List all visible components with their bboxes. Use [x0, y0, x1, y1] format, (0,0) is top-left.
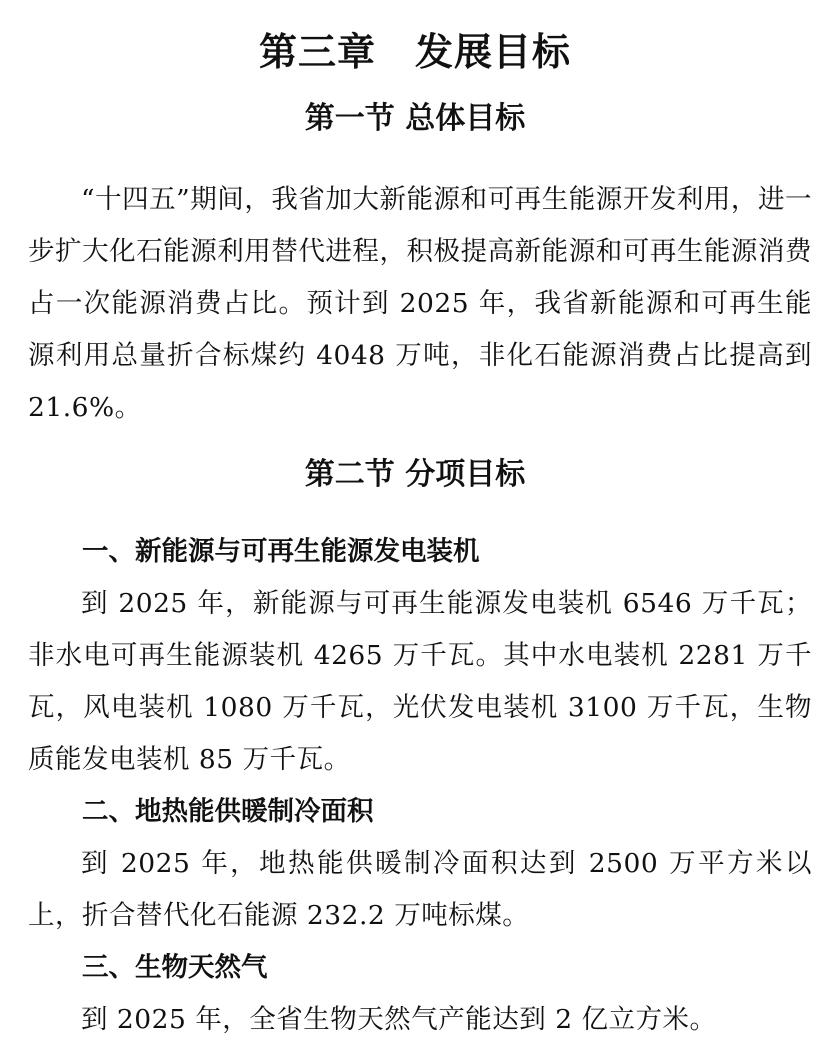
biogas-paragraph: 到 2025 年，全省生物天然气产能达到 2 亿立方米。 [81, 1004, 717, 1035]
item-heading-biogas: 三、生物天然气 [82, 952, 268, 983]
power-capacity-paragraph: 到 2025 年，新能源与可再生能源发电装机 6546 万千瓦；非水电可再生能源装机 4265 万千瓦。其中水电装机 2281 万千瓦，风电装机 1080 万千瓦，光伏发电装机 3100 万千瓦，生物质能发电装机 85 万千瓦。 [28, 588, 812, 775]
overall-goals-paragraph: “十四五”期间，我省加大新能源和可再生能源开发利用，进一步扩大化石能源利用替代进程，积极提高新能源和可再生能源消费占一次能源消费占比。预计到 2025 年，我省新能源和可再生能源利用总量折合标煤约 4048 万吨，非化石能源消费占比提高到 21.6%。 [28, 184, 812, 423]
item-heading-power-capacity: 一、新能源与可再生能源发电装机 [82, 536, 480, 567]
item-heading-geothermal: 二、地热能供暖制冷面积 [82, 796, 374, 827]
chapter-title: 第三章 发展目标 [258, 30, 571, 74]
geothermal-paragraph: 到 2025 年，地热能供暖制冷面积达到 2500 万平方米以上，折合替代化石能源 232.2 万吨标煤。 [28, 848, 812, 931]
section-title-overall-goals: 第一节 总体目标 [304, 101, 526, 136]
section-title-specific-goals: 第二节 分项目标 [304, 457, 526, 492]
